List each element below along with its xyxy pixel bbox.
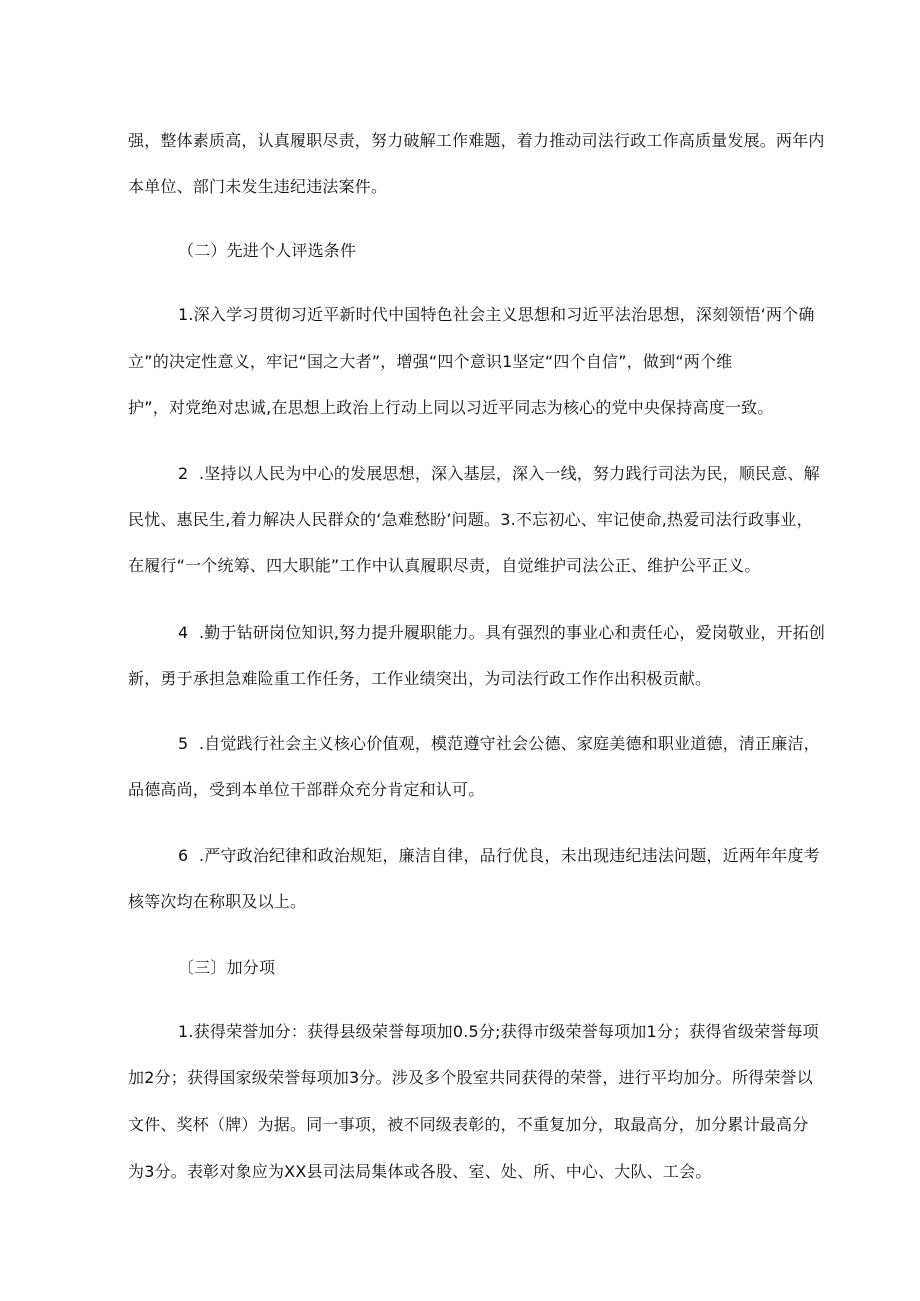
paragraph-line: 品德高尚，受到本单位干部群众充分肯定和认可。 (128, 780, 485, 799)
paragraph-line: 立”的决定性意义，牢记“国之大者”，增强“四个意识1坚定“四个自信”，做到“两个维 (128, 352, 733, 371)
paragraph-line: 加2分；获得国家级荣誉每项加3分。涉及多个股室共同获得的荣誉，进行平均加分。所得荣誉以 (128, 1068, 813, 1087)
paragraph-line: 在履行“一个统筹、四大职能”工作中认真履职尽责，自觉维护司法公正、维护公平正义。 (128, 556, 761, 575)
paragraph-line: 强，整体素质高，认真履职尽责，努力破解工作难题，着力推动司法行政工作高质量发展。两年内 (128, 131, 825, 150)
paragraph-line: 6 .严守政治纪律和政治规矩，廉洁自律，品行优良，未出现违纪违法问题，近两年年度考 (178, 846, 820, 865)
paragraph-line: 5 .自觉践行社会主义核心价值观，模范遵守社会公德、家庭美德和职业道德，清正廉洁， (178, 734, 820, 753)
paragraph-line: 护”，对党绝对忠诚,在思想上政治上行动上同以习近平同志为核心的党中央保持高度一致。 (128, 398, 774, 417)
paragraph-line: 文件、奖杯（牌）为据。同一事项，被不同级表彰的，不重复加分，取最高分，加分累计最高分 (128, 1115, 809, 1134)
paragraph-line: 本单位、部门未发生违纪违法案件。 (128, 177, 388, 196)
paragraph-line: 2 .坚持以人民为中心的发展思想，深入基层，深入一线，努力践行司法为民，顺民意、解 (178, 464, 820, 483)
paragraph-line: 核等次均在称职及以上。 (128, 892, 307, 911)
paragraph-line: 民忧、惠民生,着力解决人民群众的‘急难愁盼’问题。3.不忘初心、牢记使命,热爱司法行政事业， (128, 510, 813, 529)
paragraph-line: 4 .勤于钻研岗位知识,努力提升履职能力。具有强烈的事业心和责任心，爱岗敬业，开拓创 (178, 623, 826, 642)
paragraph-line: 1.获得荣誉加分：获得县级荣誉每项加0.5分;获得市级荣誉每项加1分；获得省级荣誉每项 (178, 1022, 819, 1041)
section-heading: 〔三〕加分项 (178, 958, 276, 977)
paragraph-line: 为3分。表彰对象应为XX县司法局集体或各股、室、处、所、中心、大队、工会。 (128, 1162, 712, 1181)
paragraph-line: 1.深入学习贯彻习近平新时代中国特色社会主义思想和习近平法治思想，深刻领悟‘两个确 (178, 305, 815, 324)
section-heading: （二）先进个人评选条件 (178, 241, 357, 260)
paragraph-line: 新，勇于承担急难险重工作任务，工作业绩突出，为司法行政工作作出积极贡献。 (128, 669, 712, 688)
